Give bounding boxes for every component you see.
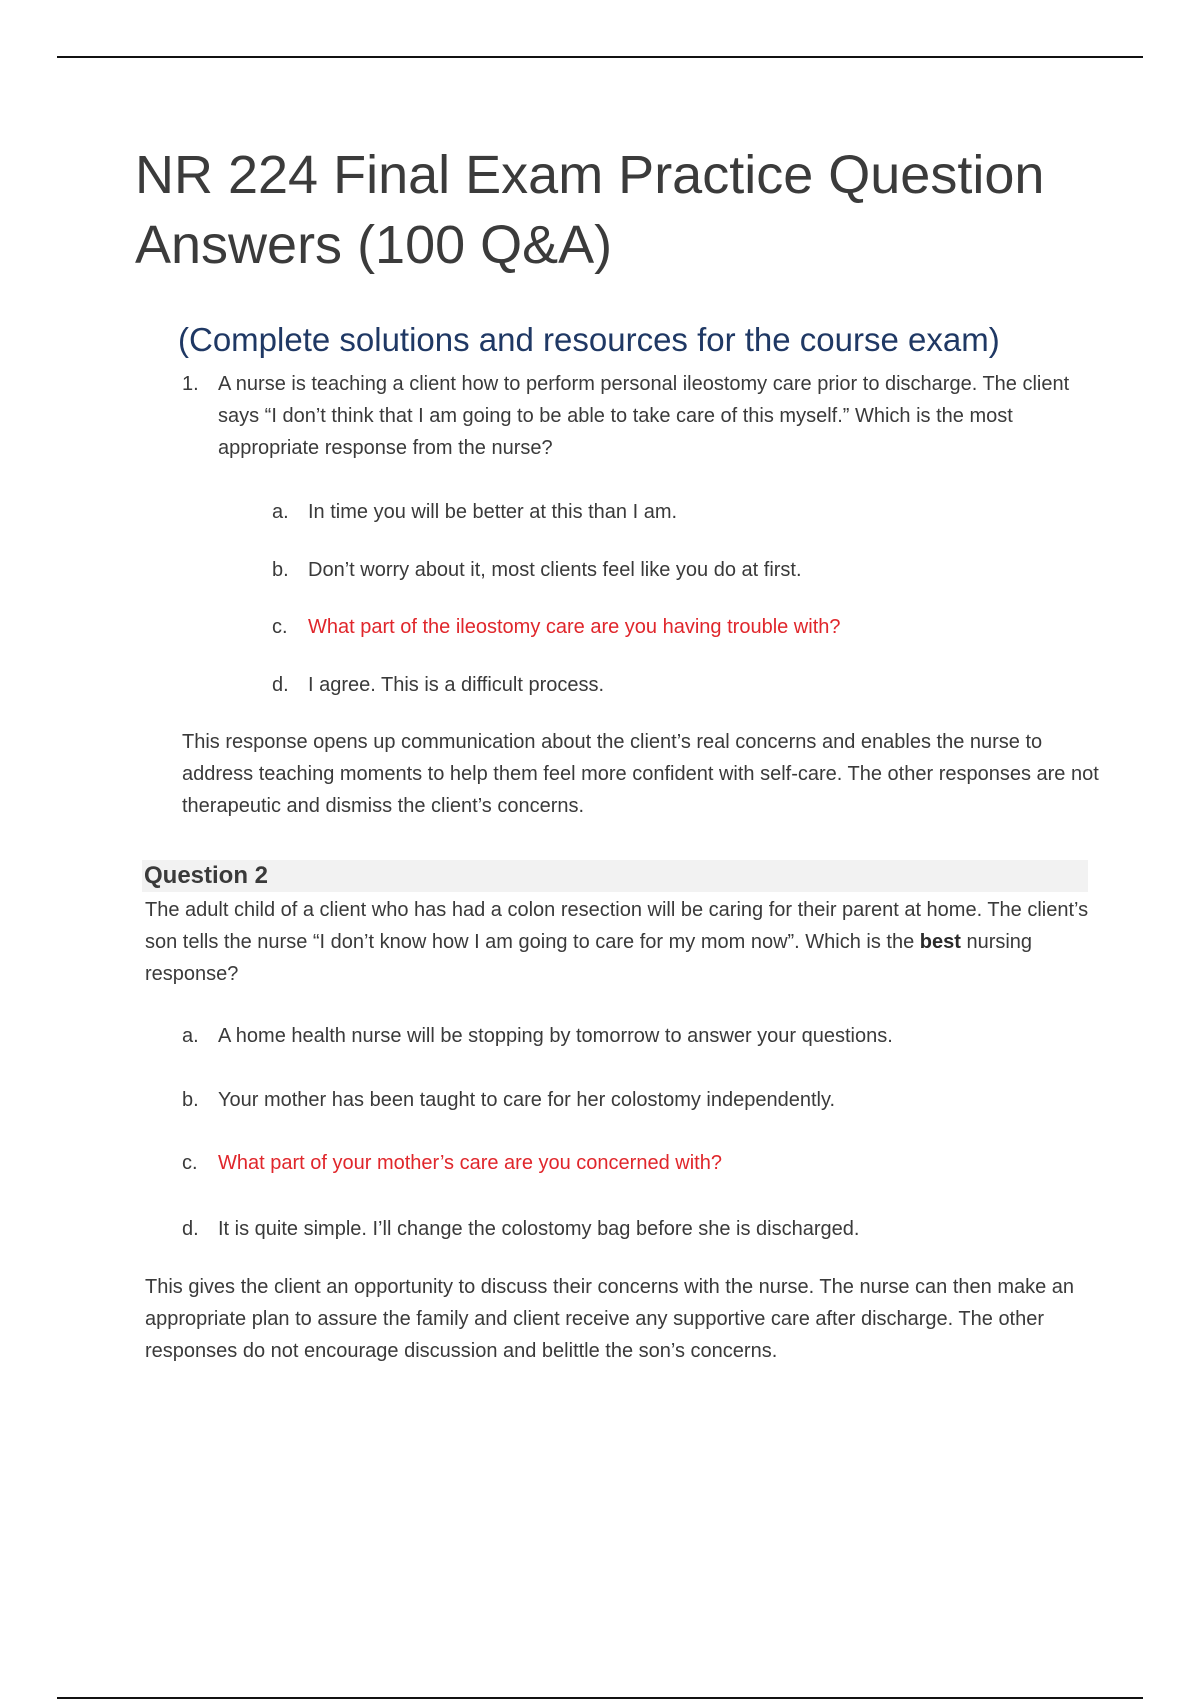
option-letter: a. bbox=[272, 501, 289, 523]
q1-option-c-correct bbox=[272, 612, 841, 642]
option-letter: c. bbox=[272, 616, 288, 638]
option-text: What part of your mother’s care are you concerned with? bbox=[218, 1152, 722, 1174]
option-letter: b. bbox=[182, 1089, 199, 1111]
option-letter: c. bbox=[182, 1152, 198, 1174]
option-text: I agree. This is a difficult process. bbox=[308, 674, 605, 696]
question-2-stem-tail: nursing response? bbox=[145, 931, 1033, 985]
option-text: Your mother has been taught to care for her colostomy independently. bbox=[218, 1089, 836, 1111]
question-2-heading: Question 2 bbox=[142, 860, 1088, 892]
option-letter: a. bbox=[182, 1025, 199, 1047]
question-2-stem-emphasis: best bbox=[919, 931, 961, 953]
option-letter: d. bbox=[182, 1218, 199, 1240]
q2-option-b bbox=[182, 1085, 835, 1115]
q1-option-b bbox=[272, 555, 802, 585]
q1-option-d bbox=[272, 670, 604, 700]
top-rule bbox=[57, 56, 1143, 58]
option-text: What part of the ileostomy care are you having trouble with? bbox=[308, 616, 841, 638]
question-1-number: 1. bbox=[182, 373, 199, 395]
q2-option-d bbox=[182, 1214, 859, 1244]
question-2-explanation: This gives the client an opportunity to discuss their concerns with the nurse. The nurse can then make an appropriate plan to assure the family and client receive any supportive care after discharge. The other responses do not encourage discussion and belittle the son’s concerns. bbox=[145, 1276, 1075, 1362]
option-text: In time you will be better at this than I am. bbox=[308, 501, 678, 523]
document-title: NR 224 Final Exam Practice Question Answers (100 Q&A) bbox=[135, 145, 1045, 275]
option-letter: b. bbox=[272, 559, 289, 581]
question-2-stem bbox=[145, 894, 1095, 990]
document-subtitle: (Complete solutions and resources for the course exam) bbox=[178, 321, 1000, 358]
q2-option-c-correct bbox=[182, 1148, 722, 1178]
q1-option-a bbox=[272, 497, 677, 527]
option-text: Don’t worry about it, most clients feel like you do at first. bbox=[308, 559, 802, 581]
option-letter: d. bbox=[272, 674, 289, 696]
question-1-explanation: This response opens up communication about the client’s real concerns and enables the nurse to address teaching moments to help them feel more confident with self-care. The other responses are not therapeutic and dismiss the client’s concerns. bbox=[182, 731, 1099, 817]
q2-option-a bbox=[182, 1021, 893, 1051]
question-2-stem-text: The adult child of a client who has had a colon resection will be caring for their parent at home. The client’s son tells the nurse “I don’t know how I am going to care for my mom now”. Which is the bbox=[145, 899, 1089, 953]
option-text: A home health nurse will be stopping by tomorrow to answer your questions. bbox=[218, 1025, 893, 1047]
question-1-stem: A nurse is teaching a client how to perform personal ileostomy care prior to discharge. The client says “I don’t think that I am going to be able to take care of this myself.” Which is the most appropriate response from the nurse? bbox=[218, 373, 1070, 459]
option-text: It is quite simple. I’ll change the colostomy bag before she is discharged. bbox=[218, 1218, 860, 1240]
bottom-rule bbox=[57, 1697, 1143, 1699]
